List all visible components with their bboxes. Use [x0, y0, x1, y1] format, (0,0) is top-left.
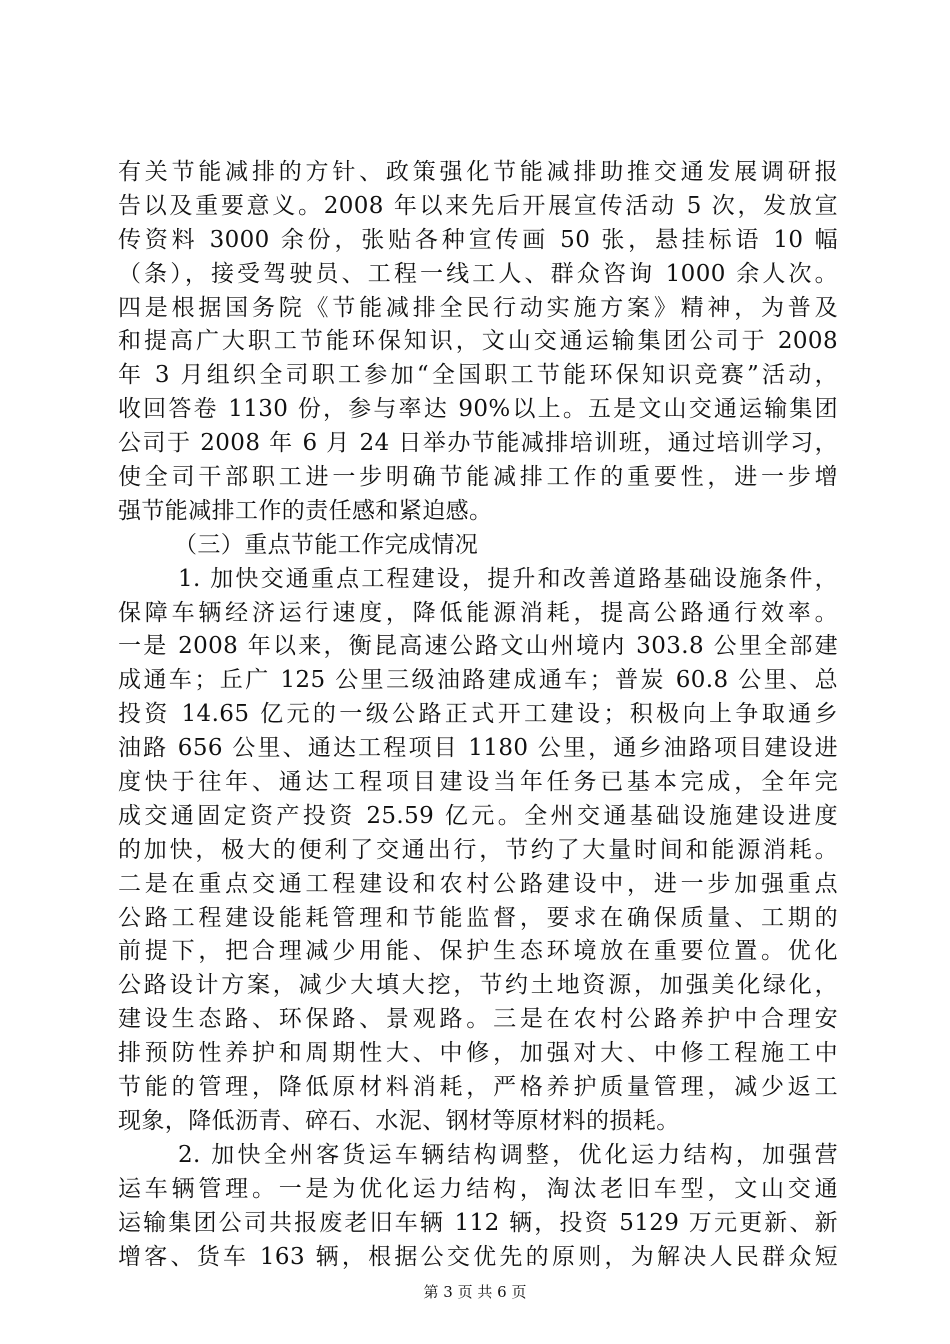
text-line: 二是在重点交通工程建设和农村公路建设中，进一步加强重点	[118, 870, 838, 897]
text-line: 前提下，把合理减少用能、保护生态环境放在重要位置。优化	[118, 938, 838, 965]
text-line: 现象，降低沥青、碎石、水泥、钢材等原材料的损耗。	[118, 1107, 680, 1134]
text-line: 年 3 月组织全司职工参加“全国职工节能环保知识竞赛”活动，	[118, 362, 838, 389]
text-line: 成交通固定资产投资 25.59 亿元。全州交通基础设施建设进度	[118, 802, 838, 829]
text-line: 四是根据国务院《节能减排全民行动实施方案》精神，为普及	[118, 294, 838, 321]
text-line: 增客、货车 163 辆，根据公交优先的原则，为解决人民群众短	[118, 1243, 838, 1270]
text-line: 运车辆管理。一是为优化运力结构，淘汰老旧车型，文山交通	[118, 1175, 838, 1202]
text-line: 有关节能减排的方针、政策强化节能减排助推交通发展调研报	[118, 159, 838, 185]
text-line: 公路工程建设能耗管理和节能监督，要求在确保质量、工期的	[118, 904, 838, 931]
text-line: 使全司干部职工进一步明确节能减排工作的重要性，进一步增	[118, 464, 838, 491]
text-line: 保障车辆经济运行速度，降低能源消耗，提高公路通行效率。	[118, 599, 838, 626]
text-line: 1. 加快交通重点工程建设，提升和改善道路基础设施条件，	[178, 565, 838, 592]
text-line: 公司于 2008 年 6 月 24 日举办节能减排培训班，通过培训学习，	[118, 430, 838, 457]
text-line: （条），接受驾驶员、工程一线工人、群众咨询 1000 余人次。	[118, 260, 838, 287]
text-line: 告以及重要意义。2008 年以来先后开展宣传活动 5 次，发放宣	[118, 192, 838, 219]
text-line: 收回答卷 1130 份，参与率达 90%以上。五是文山交通运输集团	[118, 396, 838, 423]
text-line: 运输集团公司共报废老旧车辆 112 辆，投资 5129 万元更新、新	[118, 1209, 838, 1236]
text-line: 节能的管理，降低原材料消耗，严格养护质量管理，减少返工	[118, 1074, 838, 1101]
body-text	[118, 156, 838, 1274]
text-line: 的加快，极大的便利了交通出行，节约了大量时间和能源消耗。	[118, 836, 838, 863]
text-line: 强节能减排工作的责任感和紧迫感。	[118, 497, 493, 524]
text-line: 和提高广大职工节能环保知识，文山交通运输集团公司于 2008	[118, 328, 838, 355]
text-line: 度快于往年、通达工程项目建设当年任务已基本完成，全年完	[118, 769, 838, 796]
text-line: 排预防性养护和周期性大、中修，加强对大、中修工程施工中	[118, 1040, 838, 1067]
text-line: 油路 656 公里、通达工程项目 1180 公里，通乡油路项目建设进	[118, 735, 838, 762]
text-line: 公路设计方案，减少大填大挖，节约土地资源，加强美化绿化，	[118, 972, 838, 999]
text-line: 投资 14.65 亿元的一级公路正式开工建设；积极向上争取通乡	[118, 701, 838, 728]
text-line: 建设生态路、环保路、景观路。三是在农村公路养护中合理安	[118, 1006, 838, 1033]
text-line: 一是 2008 年以来，衡昆高速公路文山州境内 303.8 公里全部建	[118, 633, 838, 660]
text-line: 2. 加快全州客货运车辆结构调整，优化运力结构，加强营	[178, 1141, 838, 1168]
text-line: 传资料 3000 余份，张贴各种宣传画 50 张，悬挂标语 10 幅	[118, 226, 838, 253]
section-heading: （三）重点节能工作完成情况	[174, 531, 479, 558]
text-line: 成通车；丘广 125 公里三级油路建成通车；普炭 60.8 公里、总	[118, 667, 838, 694]
page-number-footer: 第 3 页 共 6 页	[423, 1283, 527, 1301]
